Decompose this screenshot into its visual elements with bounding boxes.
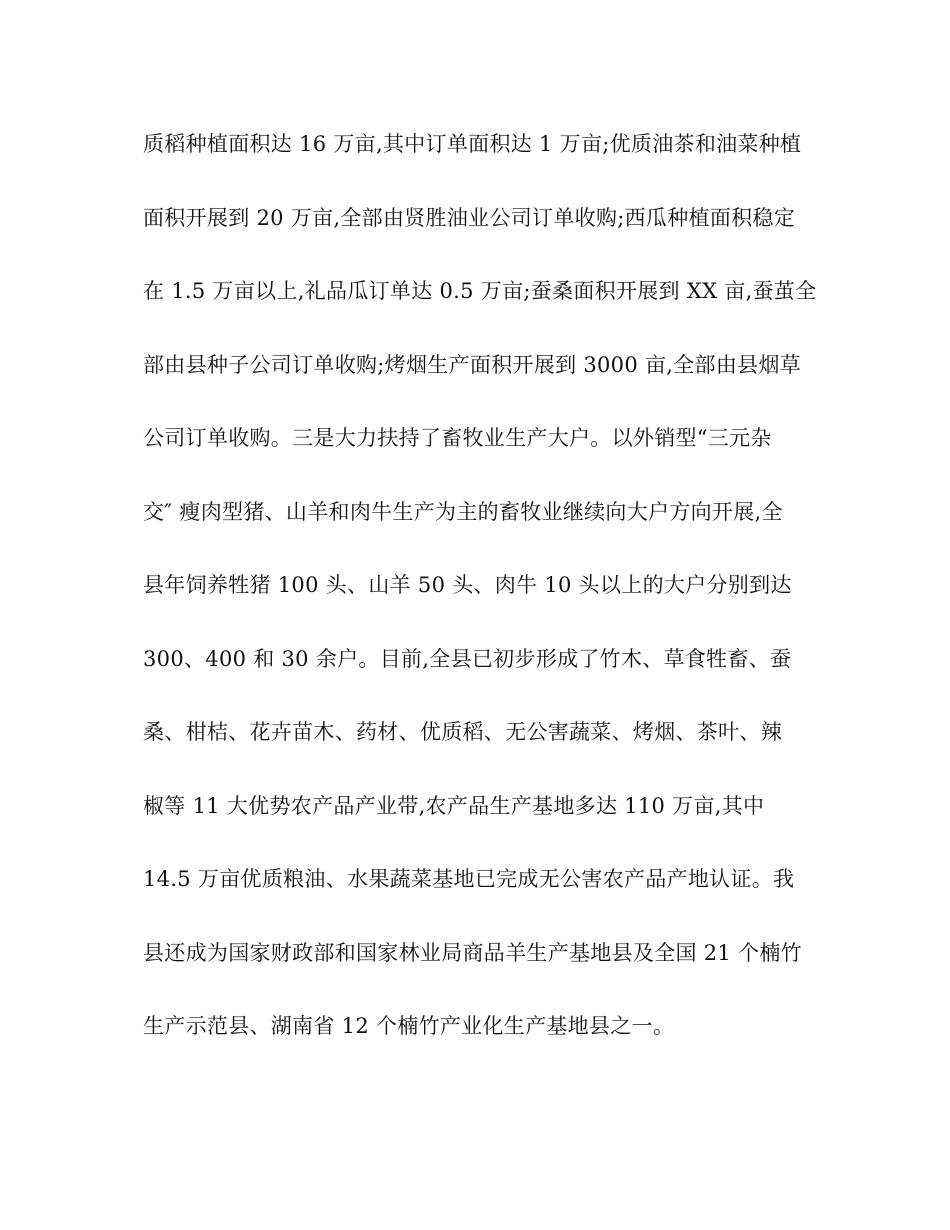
text-line: 县还成为国家财政部和国家林业局商品羊生产基地县及全国 21 个楠竹 [143,940,802,965]
text-line: 生产示范县、湖南省 12 个楠竹产业化生产基地县之一。 [143,1014,675,1038]
text-line: 300、400 和 30 余户。目前,全县已初步形成了竹木、草食牲畜、蚕 [143,646,792,671]
text-line: 公司订单收购。三是大力扶持了畜牧业生产大户。以外销型“三元杂 [143,426,772,450]
text-line: 椒等 11 大优势农产品产业带,农产品生产基地多达 110 万亩,其中 [143,793,765,818]
text-line: 桑、柑桔、花卉苗木、药材、优质稻、无公害蔬菜、烤烟、茶叶、辣 [143,720,782,744]
text-line: 在 1.5 万亩以上,礼品瓜订单达 0.5 万亩;蚕桑面积开展到 XX 亩,蚕茧全 [143,279,817,303]
text-line: 14.5 万亩优质粮油、水果蔬菜基地已完成无公害农产品产地认证。我 [143,867,795,891]
body-paragraph [143,124,823,1080]
text-line: 质稻种植面积达 16 万亩,其中订单面积达 1 万亩;优质油茶和油菜种植 [143,132,802,156]
text-line: 面积开展到 20 万亩,全部由贤胜油业公司订单收购;西瓜种植面积稳定 [143,205,796,230]
text-line: 交″ 瘦肉型猪、山羊和肉牛生产为主的畜牧业继续向大户方向开展,全 [143,499,783,524]
text-line: 县年饲养牲猪 100 头、山羊 50 头、肉牛 10 头以上的大户分别到达 [143,573,792,597]
text-line: 部由县种子公司订单收购;烤烟生产面积开展到 3000 亩,全部由县烟草 [143,352,802,377]
